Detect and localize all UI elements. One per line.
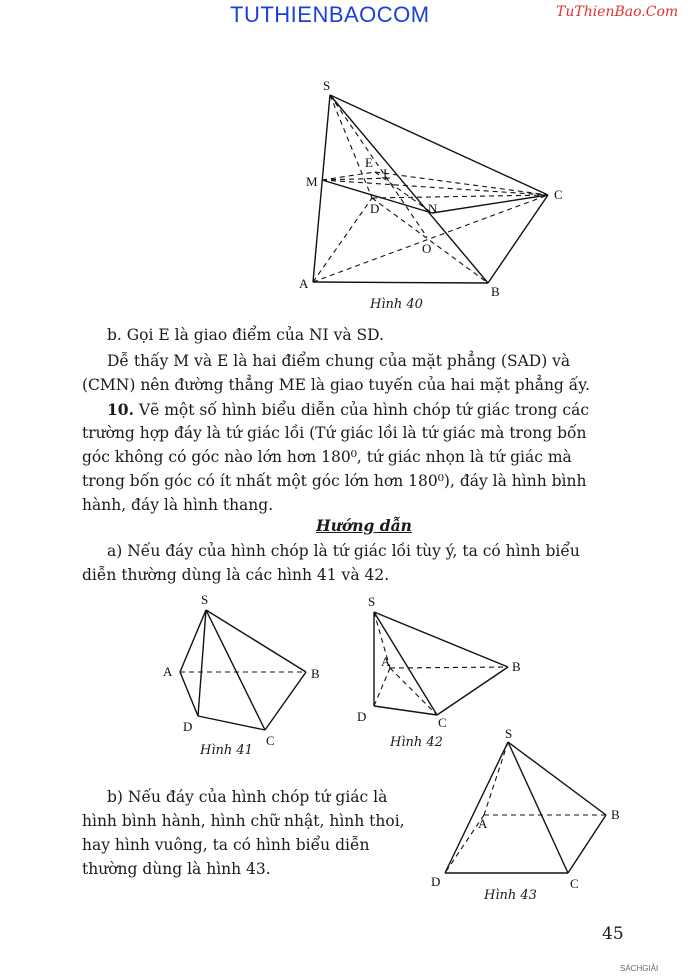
exercise-10-line-2: trường hợp đáy là tứ giác lồi (Tứ giác lồi là tứ giác mà trong bốn [82,424,587,442]
caption-hinh-43: Hình 43 [484,888,537,903]
guide-b-line-3: hay hình vuông, ta có hình biểu diễn [82,836,370,854]
label-C: C [570,876,579,891]
label-A: A [381,654,391,669]
label-B: B [491,284,500,299]
text-line-b: b. Gọi E là giao điểm của NI và SD. [107,326,384,344]
guide-a-line-2: diễn thường dùng là các hình 41 và 42. [82,566,390,584]
guide-heading: Hướng dẫn [316,516,412,535]
guide-a-line-1: a) Nếu đáy của hình chóp là tứ giác lồi tùy ý, ta có hình biểu [107,542,580,560]
label-S: S [323,78,331,93]
caption-hinh-42: Hình 42 [390,735,443,750]
exercise-10-text-1: Vẽ một số hình biểu diễn của hình chóp tứ giác trong các [133,401,590,419]
exercise-10-line-4: trong bốn góc có ít nhất một góc lớn hơn 180⁰), đáy là hình bình [82,472,587,490]
label-B: B [611,807,620,822]
label-D: D [357,709,367,724]
label-A: A [478,816,488,831]
page-number: 45 [602,924,624,944]
caption-hinh-41: Hình 41 [200,743,253,758]
label-N: N [428,201,438,216]
label-I: I [383,166,388,181]
label-B: B [311,666,320,681]
footer-logo: SÁCHGIẢI [620,964,659,973]
label-O: O [422,241,432,256]
label-S: S [368,594,376,609]
edge-CB [568,815,606,873]
edge-SB [508,742,606,815]
label-E: E [365,155,373,170]
label-A: A [163,664,173,679]
label-B: B [512,659,521,674]
label-D: D [431,874,441,889]
label-S: S [201,592,209,607]
guide-b-line-4: thường dùng là hình 43. [82,860,271,878]
site-logo: TuThienBao.Com [556,4,679,20]
exercise-10-line-3: góc không có góc nào lớn hơn 180⁰, tứ giác nhọn là tứ giác mà [82,448,572,466]
label-S: S [505,726,513,741]
guide-b-line-2: hình bình hành, hình chữ nhật, hình thoi, [82,812,405,830]
edge-SC [508,742,568,873]
label-D: D [370,201,380,216]
label-A: A [299,276,309,291]
edge-SD [445,742,508,873]
label-C: C [266,733,275,748]
label-D: D [183,719,193,734]
text-line-p2a: Dễ thấy M và E là hai điểm chung của mặt phẳng (SAD) và [107,352,571,370]
exercise-number: 10. [107,400,134,419]
label-M: M [306,174,318,189]
exercise-10-line-5: hành, đáy là hình thang. [82,496,274,514]
guide-b-line-1: b) Nếu đáy của hình chóp tứ giác là [107,788,388,806]
text-line-p2b: (CMN) nên đường thẳng ME là giao tuyến của hai mặt phẳng ấy. [82,376,590,394]
label-C: C [438,715,447,730]
caption-hinh-40: Hình 40 [370,297,423,312]
label-C: C [554,187,563,202]
site-brand: TUTHIENBAOCOM [230,2,430,27]
edge-SA [484,742,508,815]
